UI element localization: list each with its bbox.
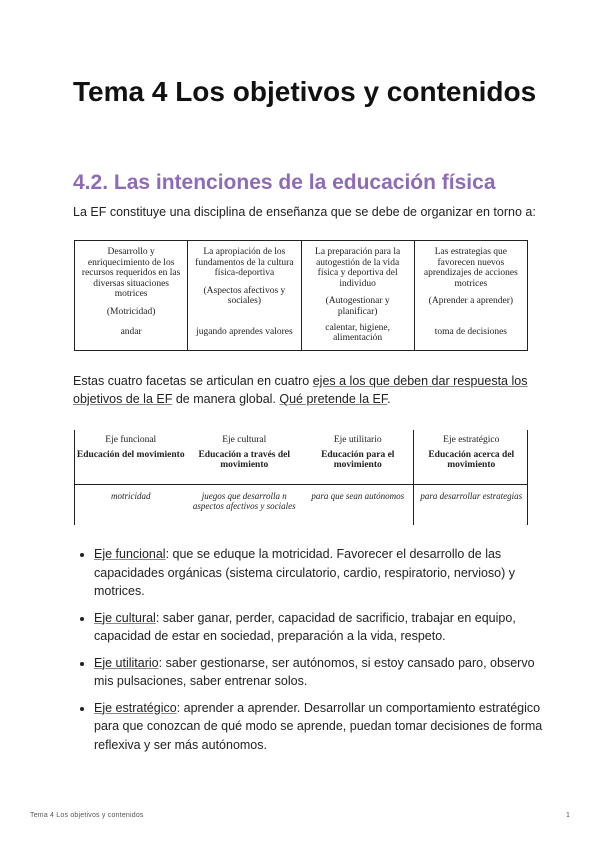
axes-table-border-left bbox=[74, 430, 75, 525]
intentions-cell-text bbox=[419, 247, 523, 307]
list-item bbox=[94, 654, 554, 691]
intentions-example: andar bbox=[120, 327, 142, 337]
intentions-description: Las estrategias que favorecen nuevos aprendizajes de acciones motrices bbox=[423, 247, 518, 289]
bullet-term: Eje utilitario bbox=[94, 655, 159, 670]
axes-header-row bbox=[74, 430, 528, 450]
axis-subheader: Educación para el movimiento bbox=[321, 450, 395, 470]
bullet-text: : que se eduque la motricidad. Favorecer el desarrollo de las capacidades orgánicas (sistema circulatorio, cardio, respiratorio, nervioso) y motrices. bbox=[94, 547, 516, 598]
axes-table-rule bbox=[74, 484, 528, 485]
axes-table bbox=[74, 430, 528, 525]
axes-subheader-row bbox=[74, 450, 528, 484]
intro-paragraph: La EF constituye una disciplina de enseñanza que se debe de organizar en torno a: bbox=[73, 205, 536, 219]
intentions-column bbox=[188, 241, 301, 350]
axis-value: juegos que desarrolla n aspectos afectivos y sociales bbox=[192, 491, 296, 511]
axis-value: motricidad bbox=[111, 491, 151, 501]
axis-header: Eje funcional bbox=[105, 435, 157, 445]
axes-table-divider bbox=[413, 430, 414, 525]
axes-text-3: . bbox=[387, 392, 391, 406]
axes-table-border-right bbox=[527, 430, 528, 525]
axis-subheader: Educación acerca del movimiento bbox=[428, 450, 515, 470]
page-title: Tema 4 Los objetivos y contenidos bbox=[73, 76, 537, 107]
intentions-example: jugando aprendes valores bbox=[196, 327, 293, 337]
intentions-cell-text bbox=[192, 247, 296, 307]
section-heading: 4.2. Las intenciones de la educación física bbox=[73, 171, 496, 194]
intentions-tag: (Aprender a aprender) bbox=[428, 296, 514, 306]
list-item bbox=[94, 699, 554, 755]
list-item bbox=[94, 609, 554, 646]
axes-text-2: de manera global. bbox=[172, 392, 280, 406]
intentions-tag: (Aspectos afectivos y sociales) bbox=[203, 285, 286, 306]
intentions-cell-text bbox=[306, 247, 410, 317]
axis-header: Eje cultural bbox=[222, 435, 267, 445]
intentions-description: Desarrollo y enriquecimiento de los recursos requeridos en las diversas situaciones motrices bbox=[81, 247, 181, 299]
intentions-example: calentar, higiene, alimentación bbox=[325, 323, 390, 343]
bullet-term: Eje estratégico bbox=[94, 700, 177, 715]
list-item bbox=[94, 545, 554, 601]
page-number: 1 bbox=[566, 812, 570, 819]
intentions-cell-text bbox=[79, 247, 183, 317]
axes-link-que-pretende: Qué pretende la EF bbox=[279, 392, 388, 406]
axis-value: para desarrollar estrategias bbox=[420, 491, 523, 501]
axes-value-row bbox=[74, 484, 528, 525]
axes-link-ejes: ejes a los que deben dar respuesta los objetivos de la EF bbox=[73, 374, 528, 406]
axis-subheader: Educación a través del movimiento bbox=[198, 450, 291, 470]
axes-paragraph bbox=[73, 372, 533, 408]
axis-value: para que sean autónomos bbox=[311, 491, 405, 501]
axis-header: Eje estratégico bbox=[443, 435, 500, 445]
intentions-column bbox=[75, 241, 188, 350]
intentions-column bbox=[302, 241, 415, 350]
bullet-text: : saber gestionarse, ser autónomos, si estoy cansado paro, observo mis pulsaciones, saber entrenar solos. bbox=[94, 655, 535, 688]
intentions-tag: (Autogestionar y planificar) bbox=[325, 296, 390, 317]
intentions-description: La preparación para la autogestión de la vida física y deportiva del individuo bbox=[315, 247, 401, 289]
axis-header: Eje utilitario bbox=[333, 435, 382, 445]
bullet-term: Eje funcional bbox=[94, 547, 166, 561]
intentions-tag: (Motricidad) bbox=[106, 306, 156, 317]
intentions-description: La apropiación de los fundamentos de la cultura física-deportiva bbox=[195, 247, 294, 278]
intentions-example: toma de decisiones bbox=[434, 327, 508, 337]
axes-bullet-list bbox=[73, 545, 554, 762]
bullet-text: : aprender a aprender. Desarrollar un comportamiento estratégico para que conozcan de qué modo se aprende, puedan tomar decisiones de forma reflexiva y ser más autónomos. bbox=[94, 700, 543, 752]
axis-subheader: Educación del movimiento bbox=[76, 450, 185, 460]
axes-text-1: Estas cuatro facetas se articulan en cuatro bbox=[73, 374, 313, 388]
bullet-term: Eje cultural bbox=[94, 610, 156, 625]
intentions-column bbox=[415, 241, 527, 350]
intentions-table bbox=[74, 240, 528, 351]
footer-title: Tema 4 Los objetivos y contenidos bbox=[30, 812, 144, 819]
bullet-text: : saber ganar, perder, capacidad de sacrificio, trabajar en equipo, capacidad de estar en sociedad, preparación a la vida, respeto. bbox=[94, 610, 516, 643]
